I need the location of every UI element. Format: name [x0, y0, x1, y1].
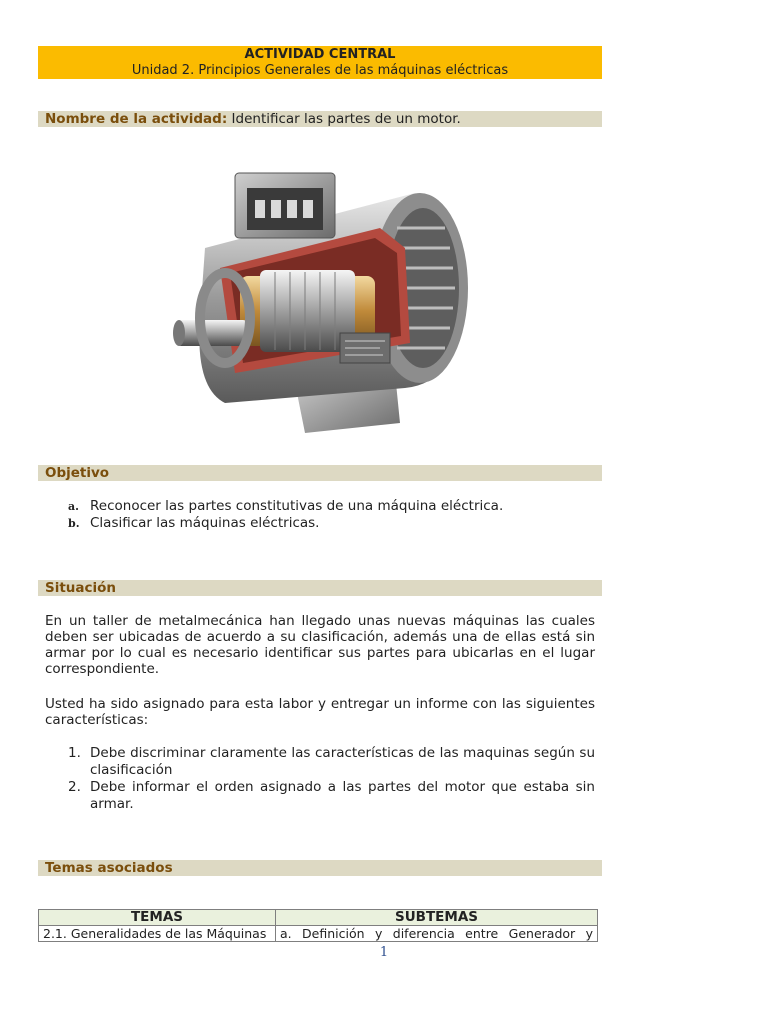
- list-marker: b.: [68, 517, 80, 530]
- list-marker: 1.: [68, 745, 81, 761]
- table-cell-tema: 2.1. Generalidades de las Máquinas: [39, 926, 276, 942]
- list-item: [68, 779, 595, 812]
- activity-name-label: Nombre de la actividad:: [45, 111, 228, 127]
- motor-cutaway-image: [165, 148, 475, 438]
- page-number: 1: [379, 945, 389, 960]
- objective-heading-band: [38, 465, 602, 481]
- topics-table: [38, 909, 598, 942]
- list-marker: 2.: [68, 779, 81, 795]
- activity-header: [38, 46, 602, 79]
- objective-list: [68, 498, 503, 532]
- situation-heading-band: [38, 580, 602, 596]
- table-header-row: [39, 910, 598, 926]
- topics-heading: Temas asociados: [45, 860, 173, 876]
- list-item: [68, 515, 503, 532]
- list-item-text: Debe discriminar claramente las características de las maquinas según su clasificación: [90, 745, 595, 778]
- list-marker: a.: [68, 500, 79, 513]
- activity-name-value: Identificar las partes de un motor.: [231, 111, 461, 127]
- table-row: [39, 926, 598, 942]
- topics-heading-band: [38, 860, 602, 876]
- list-item: [68, 498, 503, 515]
- activity-name-band: [38, 111, 602, 127]
- situation-paragraph-1: En un taller de metalmecánica han llegado unas nuevas máquinas las cuales deben ser ubicadas de acuerdo a su clasificación, además una de ellas está sin armar por lo cual es necesario identificar sus partes para ubicarlas en el lugar correspondiente.: [45, 613, 595, 677]
- column-header-subtemas: SUBTEMAS: [276, 910, 598, 926]
- list-item-text: Clasificar las máquinas eléctricas.: [90, 515, 320, 531]
- situation-paragraph-2: Usted ha sido asignado para esta labor y entregar un informe con las siguientes características:: [45, 696, 595, 728]
- list-item-text: Debe informar el orden asignado a las partes del motor que estaba sin armar.: [90, 779, 595, 812]
- situation-heading: Situación: [45, 580, 117, 596]
- list-item-text: Reconocer las partes constitutivas de una máquina eléctrica.: [90, 498, 504, 514]
- header-title: ACTIVIDAD CENTRAL: [244, 47, 396, 62]
- column-header-temas: TEMAS: [39, 910, 276, 926]
- table-cell-subtema: a. Definición y diferencia entre Generador y: [276, 926, 598, 942]
- list-item: [68, 745, 595, 778]
- header-subtitle: Unidad 2. Principios Generales de las máquinas eléctricas: [131, 63, 509, 78]
- objective-heading: Objetivo: [45, 465, 110, 481]
- requirements-list: [68, 745, 595, 813]
